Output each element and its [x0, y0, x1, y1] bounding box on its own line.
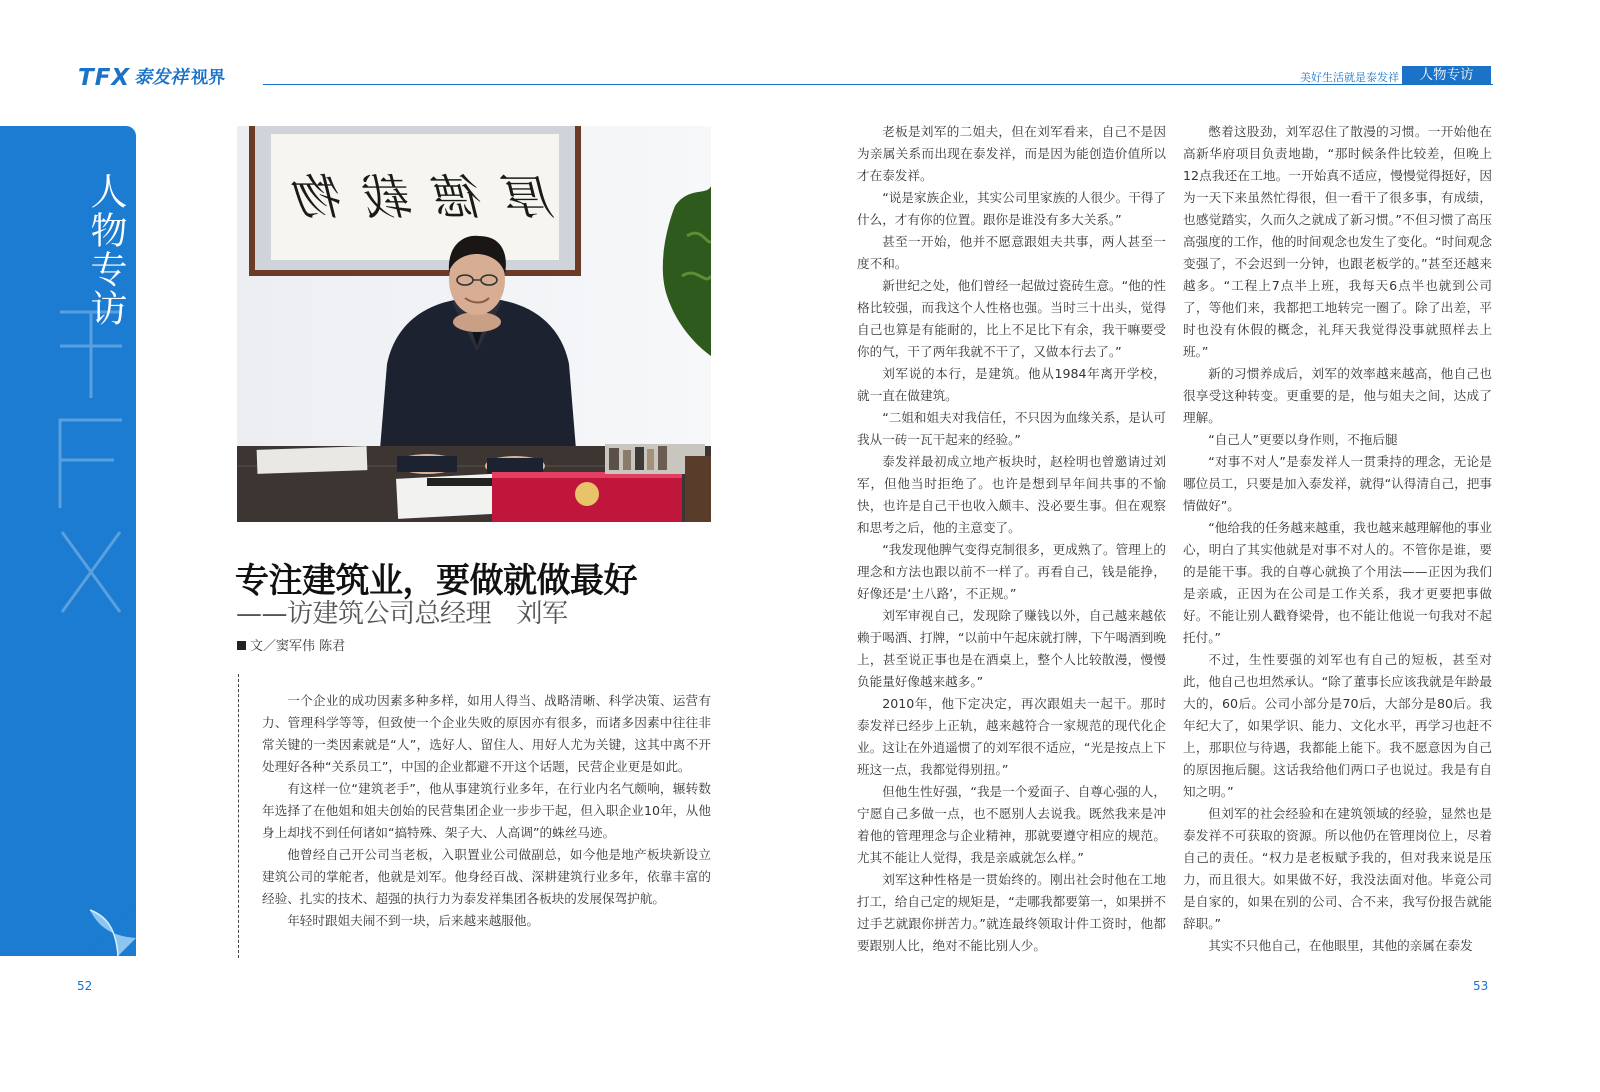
paragraph: 刘军这种性格是一贯始终的。刚出社会时他在工地打工，给自己定的规矩是，“走哪我都要第一，如果拼不过手艺就跟你拼苦力。”就连最终领取计件工资时，他都要跟别人比，绝对不能比别人少。	[857, 872, 1166, 953]
paragraph: 泰发祥最初成立地产板块时，赵栓明也曾邀请过刘军，但他当时拒绝了。也许是想到早年间共事的不愉快，也许是自己干也收入颇丰、没必要生事。但在观察和思考之后，他的主意变了。	[857, 454, 1166, 535]
paragraph: “说是家族企业，其实公司里家族的人很少。干得了什么，才有你的位置。跟你是谁没有多大关系。”	[857, 190, 1166, 227]
paragraph: “我发现他脾气变得克制很多，更成熟了。管理上的理念和方法也跟以前不一样了。再看自己，钱是能挣，好像还是‘土八路’，不正规。”	[857, 542, 1166, 601]
paragraph: “他给我的任务越来越重，我也越来越理解他的事业心，明白了其实他就是对事不对人的。不管你是谁，要的是能干事。我的自尊心就换了个用法——正因为我们是亲戚，正因为在公司是工作关系，我才更要把事做好。不能让别人戳脊梁骨，也不能让他说一句我对不起托付。”	[1183, 520, 1492, 645]
page-number-right: 53	[1473, 979, 1489, 993]
calligraphy-art	[275, 170, 555, 226]
byline-text: 文／窦军伟 陈君	[250, 639, 346, 654]
paragraph: “二姐和姐夫对我信任，不只因为血缘关系，是认可我从一砖一瓦干起来的经验。”	[857, 410, 1166, 447]
page-curl-icon	[86, 906, 136, 956]
section-heading: “自己人”更要以身作则，不拖后腿	[1208, 432, 1398, 447]
paragraph: 新的习惯养成后，刘军的效率越来越高，他自己也很享受这种转变。更重要的是，他与姐夫之间，达成了理解。	[1183, 366, 1492, 425]
dashed-rule	[238, 674, 239, 958]
paragraph: 2010年，他下定决定，再次跟姐夫一起干。那时泰发祥已经步上正轨，越来越符合一家规范的现代化企业。这让在外逍遥惯了的刘军很不适应，“光是按点上下班这一点，我都觉得别扭。”	[857, 696, 1166, 777]
paragraph: “对事不对人”是泰发祥人一贯秉持的理念，无论是哪位员工，只要是加入泰发祥，就得“认得清自己，把事情做好”。	[1183, 454, 1492, 513]
header-slogan: 美好生活就是泰发祥	[1300, 71, 1399, 84]
paragraph: 但刘军的社会经验和在建筑领域的经验，显然也是泰发祥不可获取的资源。所以他仍在管理岗位上，尽着自己的责任。“权力是老板赋予我的，但对我来说是压力，而且很大。如果做不好，我没法面对他。毕竟公司是自家的，如果在别的公司、合不来，我写份报告就能辞职。”	[1183, 806, 1492, 931]
paragraph: 老板是刘军的二姐夫，但在刘军看来，自己不是因为亲属关系而出现在泰发祥，而是因为能创造价值所以才在泰发祥。	[857, 124, 1166, 183]
paragraph: 甚至一开始，他并不愿意跟姐夫共事，两人甚至一度不和。	[857, 234, 1166, 271]
paragraph: 其实不只他自己，在他眼里，其他的亲属在泰发	[1208, 938, 1473, 953]
brand-vision: 视界	[191, 68, 226, 88]
paragraph: 有这样一位“建筑老手”，他从事建筑行业多年，在行业内名气颇响，辗转数年选择了在他姐和姐夫创始的民营集团企业一步步干起，但入职企业10年，从他身上却找不到任何诸如“搞特殊、架子大、人高调”的蛛丝马迹。	[262, 781, 711, 840]
section-tag: 人物专访	[1402, 66, 1491, 85]
paragraph: 刘军审视自己，发现除了赚钱以外，自己越来越依赖于喝酒、打牌，“以前中午起床就打牌，下午喝酒到晚上，甚至说正事也是在酒桌上，整个人比较散漫，慢慢负能量好像越来越多。”	[857, 608, 1166, 689]
byline-marker	[237, 641, 246, 650]
svg-text:厚德载物: 厚德载物	[274, 170, 556, 226]
article-byline	[237, 635, 345, 654]
article-subtitle: ——访建筑公司总经理 刘军	[236, 599, 568, 629]
paragraph: 新世纪之处，他们曾经一起做过瓷砖生意。“他的性格比较强，而我这个人性格也强。当时三十出头，觉得自己也算是有能耐的，比上不足比下有余，我干嘛要受你的气，干了两年我就不干了，又做本行去了。”	[857, 278, 1166, 359]
body-column-left	[857, 121, 1166, 957]
paragraph: 但他生性好强，“我是一个爱面子、自尊心强的人，宁愿自己多做一点，也不愿别人去说我。既然我来是冲着他的管理理念与企业精神，那就要遵守相应的规范。尤其不能让人觉得，我是亲戚就怎么样。”	[857, 784, 1166, 865]
paragraph: 刘军说的本行，是建筑。他从1984年离开学校，就一直在做建筑。	[857, 366, 1166, 403]
portrait-photo	[237, 126, 711, 522]
body-column-right	[1183, 121, 1492, 957]
brand-name: 泰发祥	[134, 67, 189, 88]
paragraph: 一个企业的成功因素多种多样，如用人得当、战略清晰、科学决策、运营有力、管理科学等等，但致使一个企业失败的原因亦有很多，而诸多因素中往往非常关键的一类因素就是“人”，选好人、留住人、用好人尤为关键，这其中离不开处理好各种“关系员工”，中国的企业都避不开这个话题，民营企业更是如此。	[262, 693, 711, 774]
brand-tfx: TFX	[78, 65, 131, 91]
paragraph: 憋着这股劲，刘军忍住了散漫的习惯。一开始他在高新华府项目负责地勘，“那时候条件比较差，但晚上12点我还在工地。一开始真不适应，慢慢觉得挺好，因为一天下来虽然忙得很，但一看干了很多事，有成绩，也感觉踏实，久而久之就成了新习惯。”不但习惯了高压高强度的工作，他的时间观念也发生了变化。“时间观念变强了，不会迟到一分钟，也跟老板学的。”甚至还越来越多。“工程上7点半上班，我每天6点半也就到公司了，等他们来，我都把工地转完一圈了。除了出差，平时也没有休假的概念，礼拜天我觉得没事就照样去上班。”	[1183, 124, 1492, 359]
brand-logo	[78, 65, 225, 89]
article-title: 专注建筑业，要做就做最好	[235, 561, 637, 601]
tfx-watermark	[50, 300, 130, 620]
intro-column	[262, 690, 711, 932]
page-number-left: 52	[77, 979, 93, 993]
paragraph: 不过，生性要强的刘军也有自己的短板，甚至对此，他自己也坦然承认。“除了董事长应该我就是年龄最大的，60后。公司小部分是70后，大部分是80后。我年纪大了，如果学识、能力、文化水平，再学习也赶不上，那职位与待遇，我都能上能下。我不愿意因为自己的原因拖后腿。这话我给他们两口子也说过。我是有自知之明。”	[1183, 652, 1492, 799]
side-title-text: 人物专访	[84, 172, 127, 328]
paragraph: 年轻时跟姐夫闹不到一块，后来越来越服他。	[287, 913, 540, 928]
paragraph: 他曾经自己开公司当老板，入职置业公司做副总，如今他是地产板块新设立建筑公司的掌舵者，他就是刘军。他身经百战、深耕建筑行业多年，依靠丰富的经验、扎实的技术、超强的执行力为泰发祥集团各板块的发展保驾护航。	[262, 847, 711, 906]
